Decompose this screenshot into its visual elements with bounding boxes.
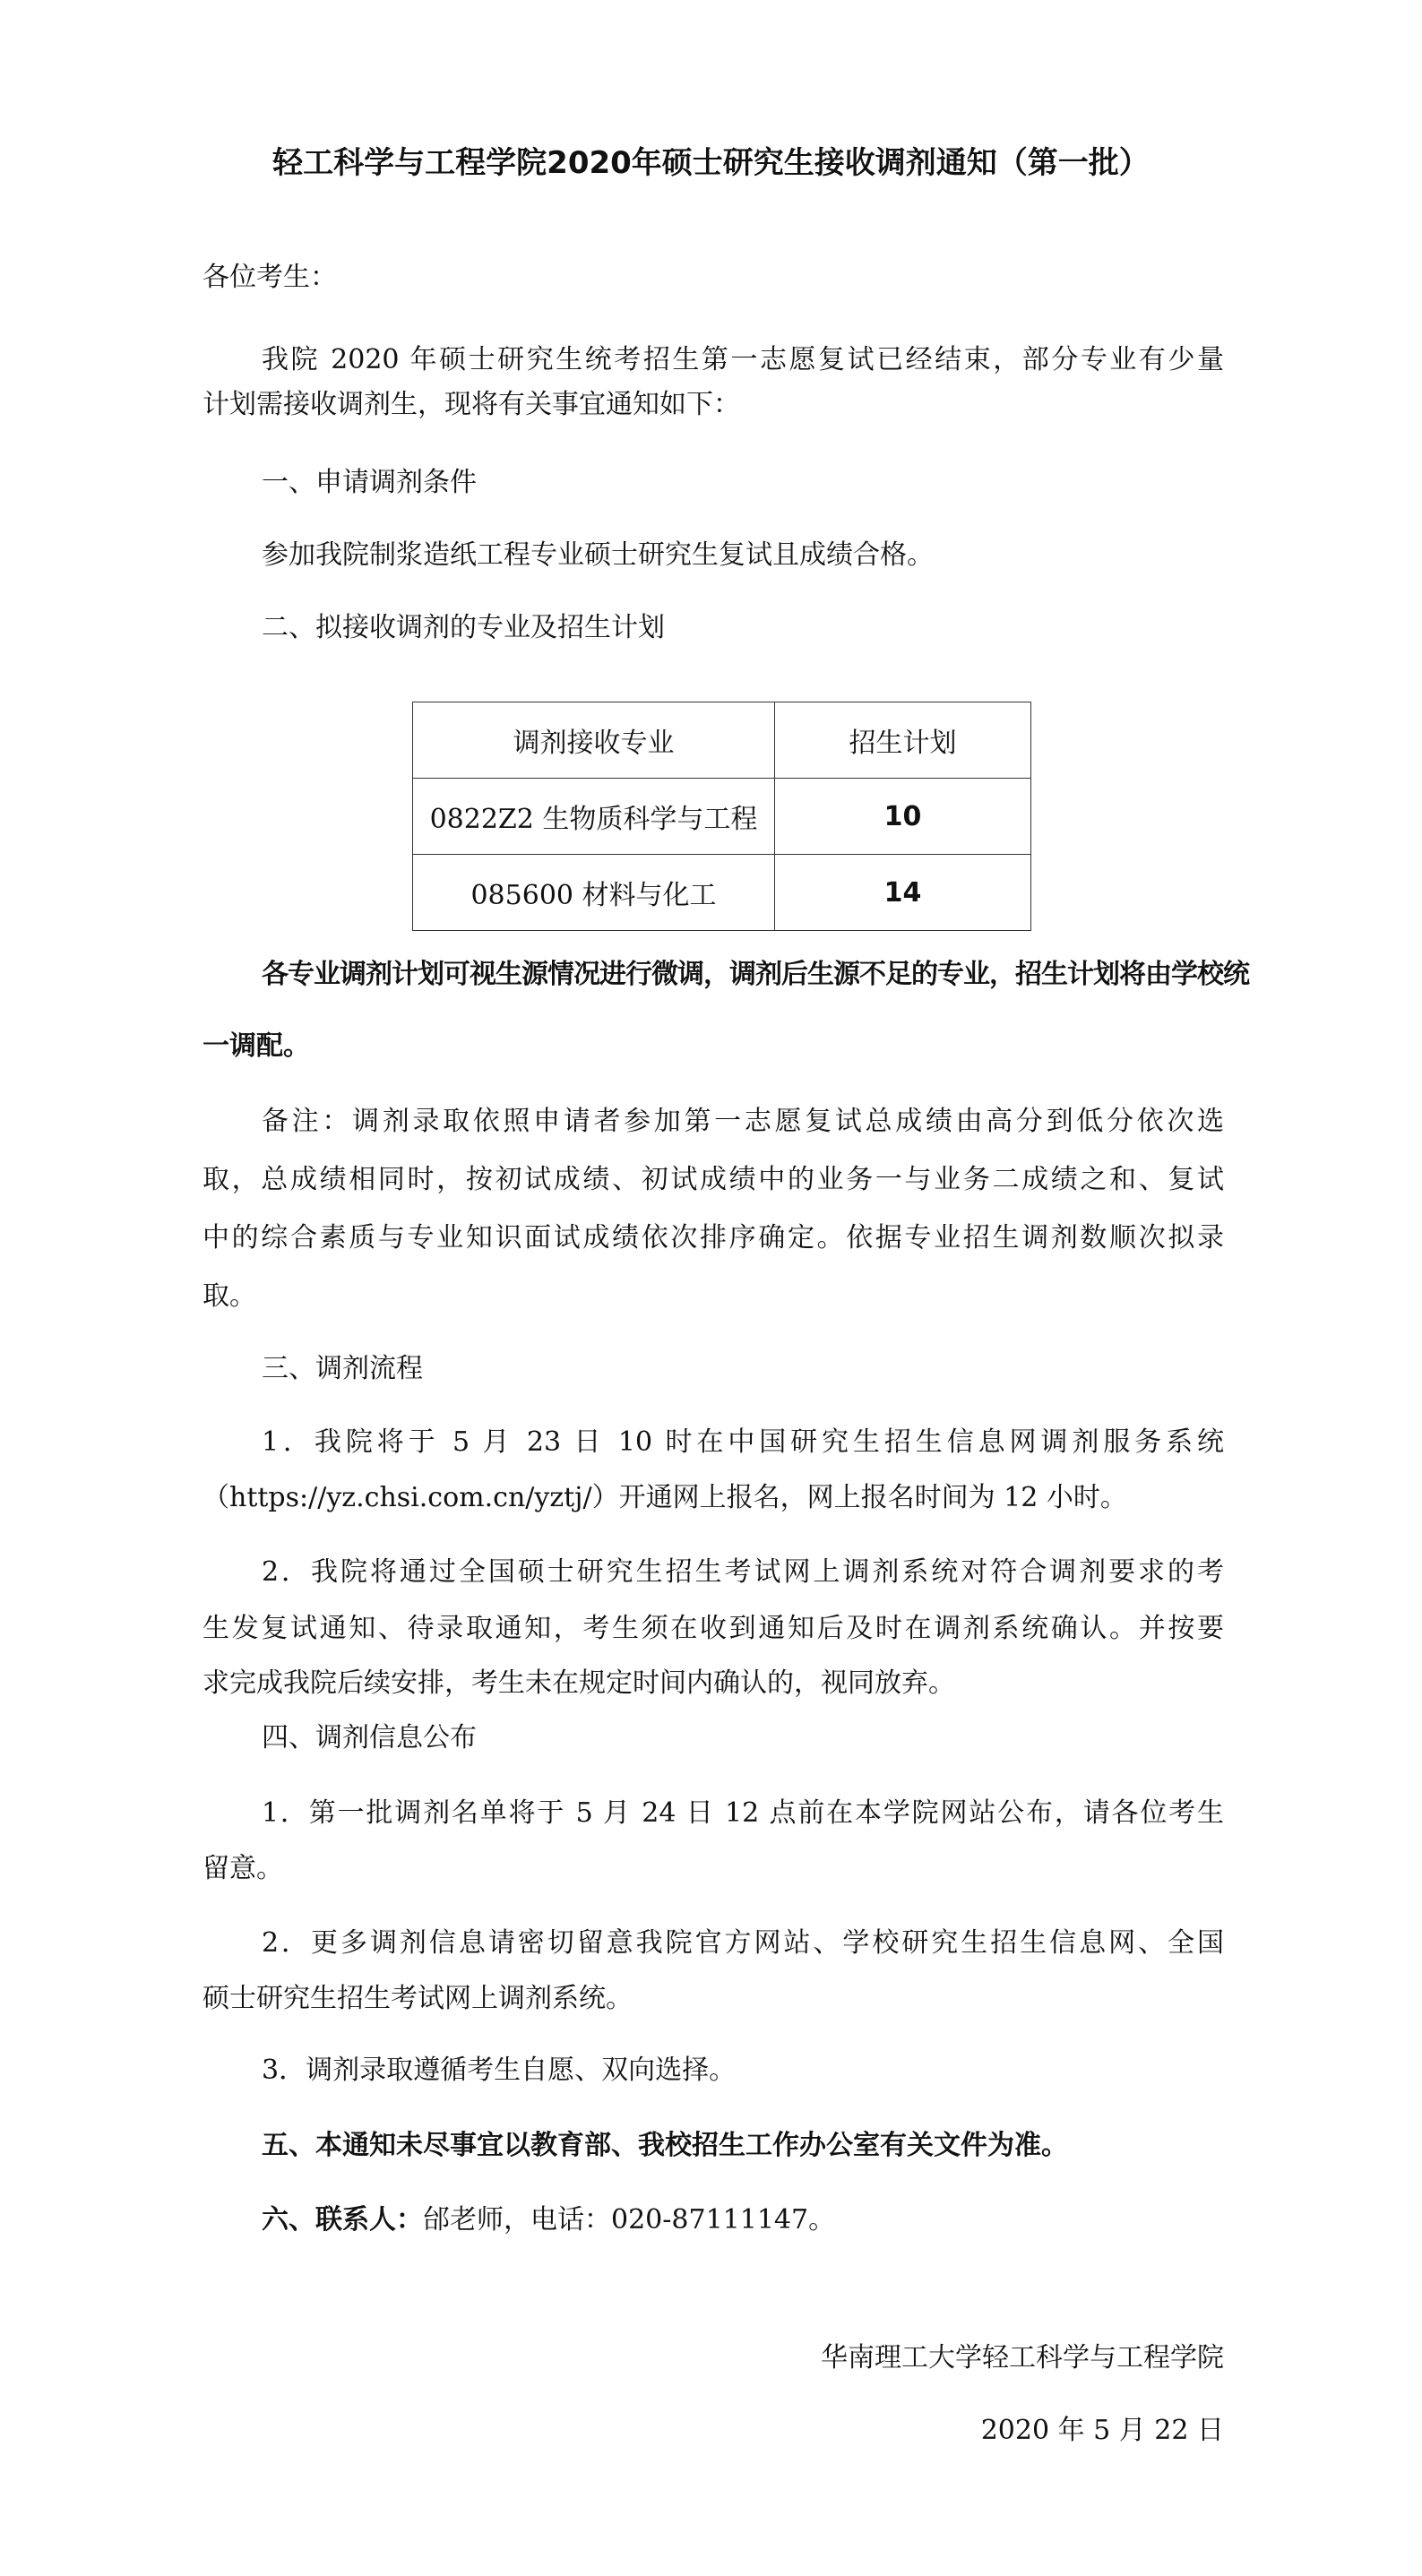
section3-item2-line-3: 求完成我院后续安排，考生未在规定时间内确认的，视同放弃。 [203,1667,955,1699]
section4-item3: 3．调剂录取遵循考生自愿、双向选择。 [262,2055,737,2086]
signature-org: 华南理工大学轻工科学与工程学院 [821,2342,1224,2374]
section4-heading: 四、调剂信息公布 [262,1722,477,1753]
remark-line-3: 中的综合素质与专业知识面试成绩依次排序确定。依据专业招生调剂数顺次拟录 [203,1222,1224,1254]
section4-item2-line-1: 2．更多调剂信息请密切留意我院官方网站、学校研究生招生信息网、全国 [262,1927,1224,1959]
section3-heading: 三、调剂流程 [262,1353,423,1384]
table-header-quota: 招生计划 [775,702,1031,779]
contact-label: 六、联系人： [262,2204,423,2236]
signature-date: 2020 年 5 月 22 日 [980,2415,1224,2446]
contact-text: 邰老师，电话：020-87111147。 [423,2204,836,2236]
table-cell-major: 085600 材料与化工 [413,855,775,931]
table-row [413,855,1031,931]
intro-line-1: 我院 2020 年硕士研究生统考招生第一志愿复试已经结束，部分专业有少量 [262,344,1224,375]
section4-item2-line-2: 硕士研究生招生考试网上调剂系统。 [203,1983,633,2014]
section5-heading: 五、本通知未尽事宜以教育部、我校招生工作办公室有关文件为准。 [262,2130,1068,2161]
greeting: 各位考生： [203,262,337,293]
bold-note-line-2: 一调配。 [203,1030,310,1062]
table-cell-quota: 10 [775,779,1031,855]
bold-note-line-1: 各专业调剂计划可视生源情况进行微调，调剂后生源不足的专业，招生计划将由学校统 [262,959,1249,990]
remark-line-2: 取，总成绩相同时，按初试成绩、初试成绩中的业务一与业务二成绩之和、复试 [203,1164,1224,1195]
section1-text: 参加我院制浆造纸工程专业硕士研究生复试且成绩合格。 [262,539,934,571]
section3-item2-line-1: 2．我院将通过全国硕士研究生招生考试网上调剂系统对符合调剂要求的考 [262,1556,1224,1588]
section1-heading: 一、申请调剂条件 [262,467,477,498]
page-title: 轻工科学与工程学院2020年硕士研究生接收调剂通知（第一批） [272,145,1150,181]
remark-line-4: 取。 [203,1280,256,1312]
table-header-row [413,702,1031,779]
table-cell-major: 0822Z2 生物质科学与工程 [413,779,775,855]
table-cell-quota: 14 [775,855,1031,931]
section3-item1-line-1: 1．我院将于 5 月 23 日 10 时在中国研究生招生信息网调剂服务系统 [262,1426,1224,1458]
section4-item1-line-1: 1．第一批调剂名单将于 5 月 24 日 12 点前在本学院网站公布，请各位考生 [262,1797,1224,1829]
section2-heading: 二、拟接收调剂的专业及招生计划 [262,612,665,643]
plan-table [412,702,1031,931]
remark-line-1: 备注：调剂录取依照申请者参加第一志愿复试总成绩由高分到低分依次选 [262,1106,1224,1137]
section4-item1-line-2: 留意。 [203,1853,283,1884]
contact-line [262,2202,1224,2238]
section3-item1-line-2: （https://yz.chsi.com.cn/yztj/）开通网上报名，网上报名时间为 12 小时。 [203,1482,1127,1513]
intro-line-2: 计划需接收调剂生，现将有关事宜通知如下： [203,389,740,420]
table-header-major: 调剂接收专业 [413,702,775,779]
table-row [413,779,1031,855]
section3-item2-line-2: 生发复试通知、待录取通知，考生须在收到通知后及时在调剂系统确认。并按要 [203,1613,1224,1644]
